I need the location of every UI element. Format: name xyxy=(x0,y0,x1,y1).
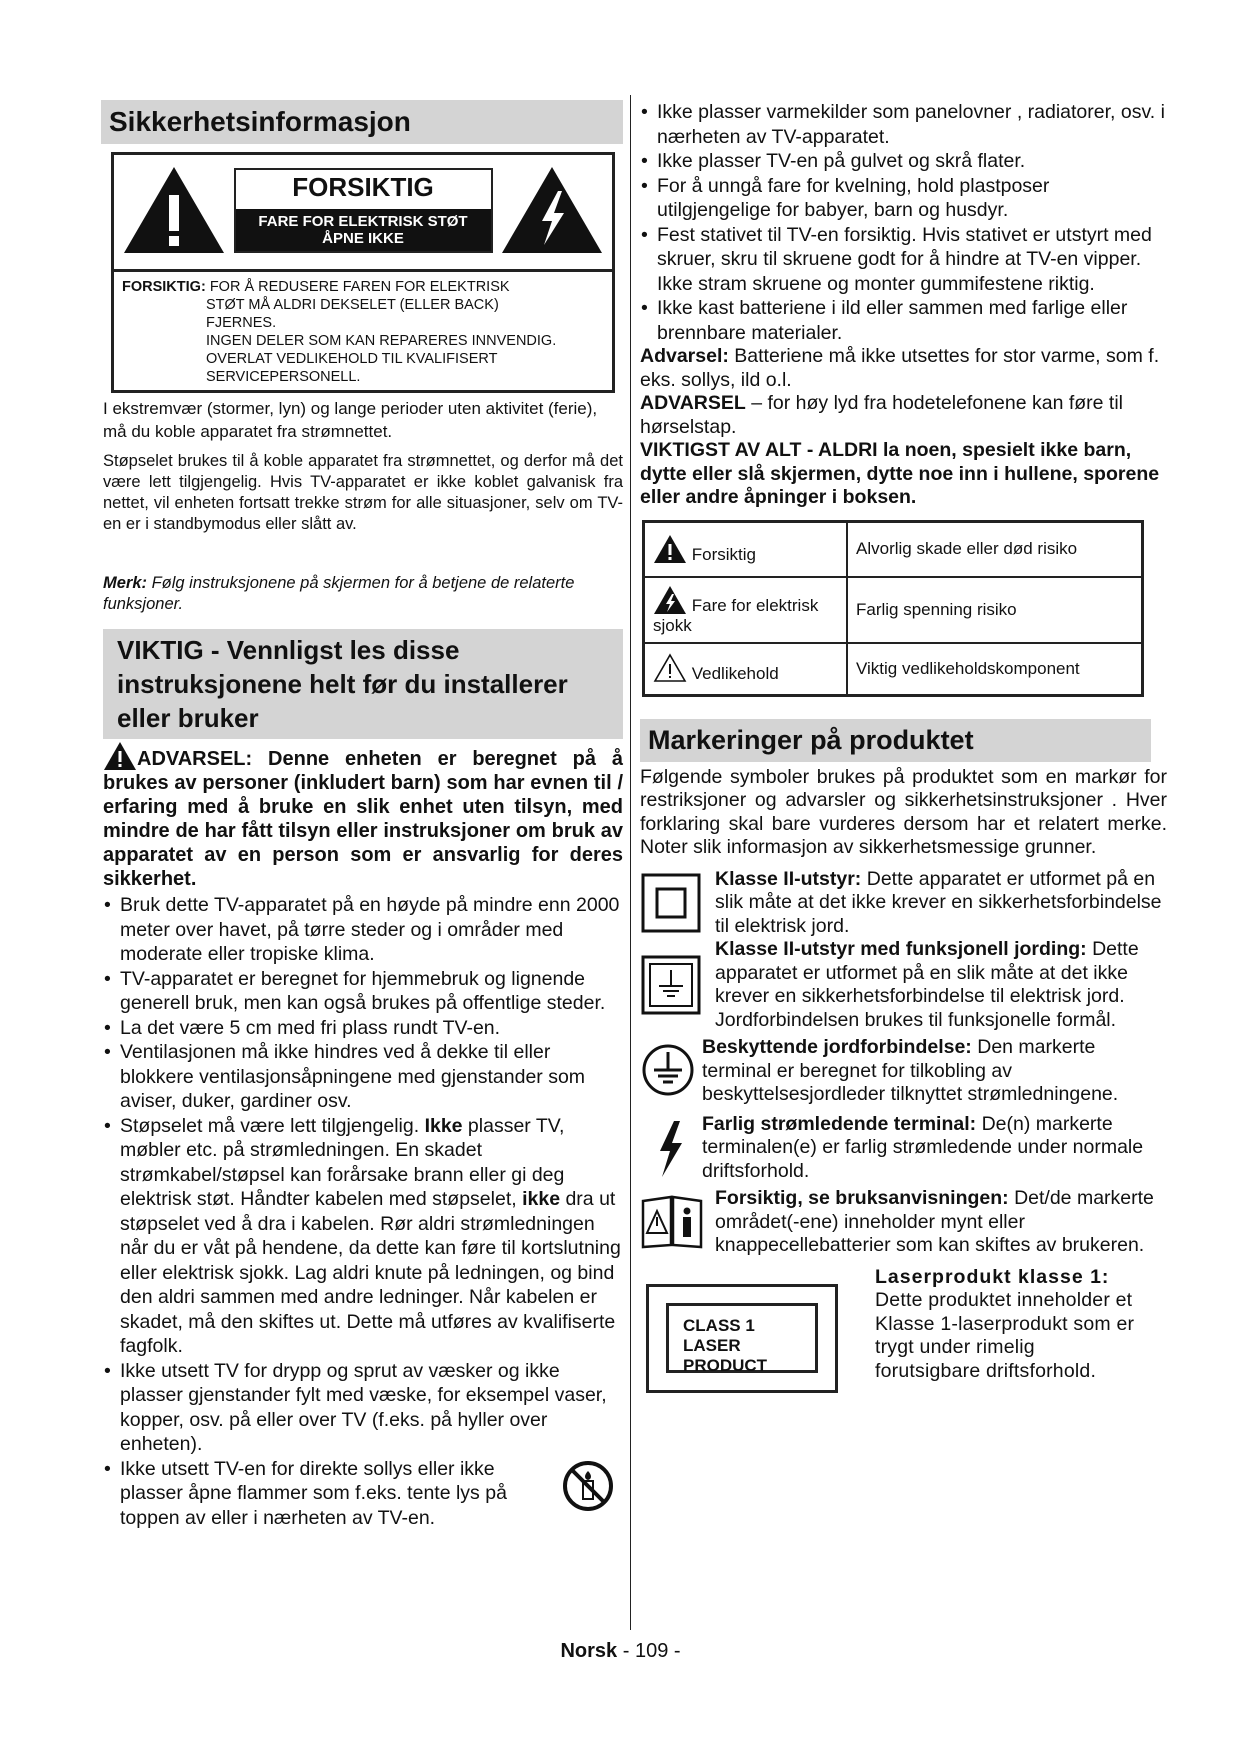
plug-text-b: Ikke xyxy=(424,1114,463,1137)
section-heading-viktig: VIKTIG - Vennligst les disse instruksjonene helt før du installerer eller bruker xyxy=(103,629,623,739)
warning-triangle-icon xyxy=(122,165,226,255)
left-bullet-list xyxy=(103,893,623,1530)
symbol-laser xyxy=(640,1266,1167,1396)
caution-line3: FJERNES. xyxy=(206,315,277,331)
table-cell-label xyxy=(644,643,848,695)
list-item: • Fest stativet til TV-en forsiktig. Hvis stativet er utstyrt med skruer, skru til skruene godt for å hindre at TV-en vipper. Ikke stram skruene og monter gummifestene riktig. xyxy=(640,223,1167,297)
note-paragraph xyxy=(103,573,623,615)
page-number: - 109 - xyxy=(617,1640,681,1662)
markings-intro: Følgende symboler brukes på produktet som en markør for restriksjoner og advarsler og sikkerhetsinstruksjoner . Hver forklaring skal bare vurderes dersom har et relatert merke. Noter slik informasjon av sikkerhetsmessige grunner. xyxy=(640,765,1167,858)
laser-paragraph xyxy=(875,1266,1137,1384)
protective-earth-title: Beskyttende jordforbindelse: xyxy=(702,1036,972,1058)
lightning-triangle-icon xyxy=(500,165,604,255)
warning-icon xyxy=(103,741,137,771)
paragraph-plug: Støpselet brukes til å koble apparatet fra strømnettet, og derfor må det være lett tilgjengelig. Hvis TV-apparatet er ikke koblet galvanisk fra nettet, vil enheten fortsatt trekke strøm for alle situasjoner, selv om TV-en er i standbymodus eller slått av. xyxy=(103,452,623,533)
laser-label-line1: CLASS 1 xyxy=(683,1316,755,1335)
hazardous-live-text: De(n) markerte terminalen(e) er farlig strømledende under normale driftsforhold. xyxy=(702,1112,1144,1182)
read-manual-icon xyxy=(640,1193,704,1249)
table-cell-label xyxy=(644,521,848,577)
table-row xyxy=(644,577,1143,643)
table-cell-desc: Farlig spenning risiko xyxy=(847,577,1143,643)
laser-label-line2: LASER PRODUCT xyxy=(683,1336,768,1375)
advarsel-paragraph xyxy=(103,741,623,891)
table-row xyxy=(644,643,1143,695)
forsiktig-subtitle-line2: ÅPNE IKKE xyxy=(322,229,404,247)
hearing-warning xyxy=(640,392,1167,439)
hearing-warning-label: ADVARSEL xyxy=(640,392,746,414)
functional-earth-title: Klasse II-utstyr med funksjonell jording: xyxy=(715,938,1087,960)
protective-earth-icon xyxy=(640,1042,696,1098)
caution-label: FORSIKTIG: xyxy=(122,279,206,295)
column-divider xyxy=(630,95,631,1630)
hazardous-live-title: Farlig strømledende terminal: xyxy=(702,1112,977,1135)
caution-line6: SERVICEPERSONELL. xyxy=(206,369,361,385)
section-heading-markeringer: Markeringer på produktet xyxy=(640,719,1151,762)
note-text: Følg instruksjonene på skjermen for å betjene de relaterte funksjoner. xyxy=(103,574,575,613)
battery-warning xyxy=(640,345,1167,392)
forsiktig-subtitle xyxy=(236,209,491,251)
hearing-warning-text: – for høy lyd fra hodetelefonene kan føre til hørselstap. xyxy=(640,392,1124,438)
paragraph-extreme-weather: I ekstremvær (stormer, lyn) og lange perioder uten aktivitet (ferie), må du koble apparatet fra strømnettet. xyxy=(103,399,598,441)
left-column xyxy=(103,100,623,1530)
forsiktig-title: FORSIKTIG xyxy=(292,171,434,202)
class2-text: Dette apparatet er utformet på en slik måte at det ikke krever en sikkerhetsforbindelse til elektrisk jord. xyxy=(715,867,1162,937)
list-item: • Ikke utsett TV for drypp og sprut av væsker og ikke plasser gjenstander fylt med væske, for eksempel vaser, kopper, osv. på eller over TV (f.eks. på hyller over enheten). xyxy=(103,1359,623,1457)
footer-language: Norsk xyxy=(560,1640,618,1662)
plug-text-c: plasser TV, møbler etc. på strømledningen. En skadet strømkabel/støpsel kan forårsake brann eller gi deg elektrisk støt. Håndter kabelen med støpselet, xyxy=(120,1114,565,1210)
list-item: • Ikke plasser TV-en på gulvet og skrå flater. xyxy=(640,149,1167,174)
protective-earth-paragraph xyxy=(640,1036,1167,1107)
list-item: • TV-apparatet er beregnet for hjemmebruk og lignende generell bruk, men kan også brukes på offentlige steder. xyxy=(103,967,623,1016)
laser-text: Dette produktet inneholder et Klasse 1-laserprodukt som er trygt under rimelig forutsigbare driftsforhold. xyxy=(875,1289,1135,1382)
right-bullet-list xyxy=(640,100,1167,345)
list-item-plug xyxy=(103,1114,623,1359)
functional-earth-text: Dette apparatet er utformet på en slik måte at det ikke krever en sikkerhetsforbindelse til elektrisk jord. Jordforbindelsen brukes til funksjonelle formål. xyxy=(715,938,1139,1031)
maintenance-triangle-icon xyxy=(653,653,687,683)
note-label: Merk: xyxy=(103,574,148,592)
table-label-shock: Fare for elektrisk sjokk xyxy=(653,595,819,635)
symbol-protective-earth xyxy=(640,1036,1167,1107)
hazardous-live-paragraph xyxy=(640,1113,1167,1184)
battery-warning-text: Batteriene må ikke utsettes for stor varme, som f. eks. sollys, ild o.l. xyxy=(640,345,1160,391)
laser-title: Laserprodukt klasse 1: xyxy=(875,1265,1110,1288)
table-row xyxy=(644,521,1143,577)
forsiktig-subtitle-line1: FARE FOR ELEKTRISK STØT xyxy=(258,212,468,230)
forsiktig-title-block xyxy=(234,168,493,253)
read-manual-paragraph xyxy=(640,1187,1167,1258)
list-item: • Bruk dette TV-apparatet på en høyde på mindre enn 2000 meter over havet, på tørre steder og i områder med moderate eller tropiske klima. xyxy=(103,893,623,967)
page-footer xyxy=(0,1640,1241,1663)
caution-text xyxy=(122,272,604,386)
table-cell-desc: Alvorlig skade eller død risiko xyxy=(847,521,1143,577)
double-square-icon xyxy=(640,872,702,934)
read-manual-title: Forsiktig, se bruksanvisningen: xyxy=(715,1187,1009,1209)
laser-label-box xyxy=(646,1284,838,1393)
caution-triangle-icon xyxy=(653,534,687,564)
class2-title: Klasse II-utstyr: xyxy=(715,867,862,890)
protective-earth-text: Den markerte terminal er beregnet for tilkobling av beskyttelsesjordleder tilknyttet strømledningene. xyxy=(702,1036,1119,1105)
list-item-sunlight xyxy=(103,1457,623,1531)
symbol-read-manual xyxy=(640,1187,1167,1258)
section-heading-sikkerhetsinformasjon: Sikkerhetsinformasjon xyxy=(101,100,623,144)
caution-line4: INGEN DELER SOM KAN REPARERES INNVENDIG. xyxy=(206,333,557,349)
symbol-table xyxy=(642,520,1144,697)
advarsel-text: ADVARSEL: Denne enheten er beregnet på å brukes av personer (inkludert barn) som har evnen til / erfaring med å bruke en slik enhet uten tilsyn, med mindre de har fått tilsyn eller instruksjoner om bruk av apparatet av en person som er ansvarlig for deres sikkerhet. xyxy=(103,748,623,890)
caution-line1: FOR Å REDUSERE FAREN FOR ELEKTRISK xyxy=(209,279,510,295)
lightning-bolt-icon xyxy=(650,1119,690,1179)
table-label-vedlikehold: Vedlikehold xyxy=(691,664,779,684)
most-important-warning: VIKTIGST AV ALT - ALDRI la noen, spesielt ikke barn, dytte eller slå skjermen, dytte noe inn i hullene, sporene eller andre åpninger i boksen. xyxy=(640,439,1160,508)
caution-line5: OVERLAT VEDLIKEHOLD TIL KVALIFISERT xyxy=(206,351,498,367)
plug-text-d: ikke xyxy=(522,1188,561,1210)
plug-text-e: dra ut støpselet ved å dra i kabelen. Rør aldri strømledningen når du er våt på hendene, da dette kan føre til kortslutning eller elektrisk sjokk. Lag aldri knute på ledningen, og bind den aldri sammen med andre ledninger. Når kabelen er skadet, må den skiftes ut. Dette må utføres av kvalifiserte fagfolk. xyxy=(120,1188,621,1357)
symbol-class2-functional-earth xyxy=(640,938,1167,1032)
table-cell-desc: Viktig vedlikeholdskomponent xyxy=(847,643,1143,695)
table-cell-label xyxy=(644,577,848,643)
electric-shock-triangle-icon xyxy=(653,585,687,615)
right-column xyxy=(640,100,1167,1396)
no-open-flame-icon xyxy=(561,1459,615,1513)
list-item: • Ikke kast batteriene i ild eller sammen med farlige eller brennbare materialer. xyxy=(640,296,1167,345)
symbol-class2 xyxy=(640,868,1167,939)
list-item: • Ikke plasser varmekilder som panelovner , radiatorer, osv. i nærheten av TV-apparatet. xyxy=(640,100,1167,149)
list-item: • For å unngå fare for kvelning, hold plastposer utilgjengelige for babyer, barn og husdyr. xyxy=(640,174,1167,223)
table-label-forsiktig: Forsiktig xyxy=(691,544,756,564)
laser-label-inner xyxy=(666,1303,818,1373)
caution-line2: STØT MÅ ALDRI DEKSELET (ELLER BACK) xyxy=(206,297,499,313)
battery-warning-label: Advarsel: xyxy=(640,345,729,367)
sunlight-text: Ikke utsett TV-en for direkte sollys eller ikke plasser åpne flammer som f.eks. tente lys på toppen av eller i nærheten av TV-en. xyxy=(120,1457,507,1529)
plug-text-a: Støpselet må være lett tilgjengelig. xyxy=(120,1114,425,1137)
class2-paragraph xyxy=(640,868,1167,939)
symbol-hazardous-live xyxy=(640,1113,1167,1184)
list-item: • La det være 5 cm med fri plass rundt TV-en. xyxy=(103,1016,623,1041)
functional-earth-paragraph xyxy=(640,938,1167,1032)
functional-earth-icon xyxy=(640,954,702,1016)
read-manual-text: Det/de markerte området(-ene) inneholder mynt eller knappecellebatterier som kan skiftes av brukeren. xyxy=(715,1187,1154,1256)
list-item: • Ventilasjonen må ikke hindres ved å dekke til eller blokkere ventilasjonsåpningene med gjenstander som aviser, duker, gardiner osv. xyxy=(103,1040,623,1114)
caution-box xyxy=(111,152,615,393)
